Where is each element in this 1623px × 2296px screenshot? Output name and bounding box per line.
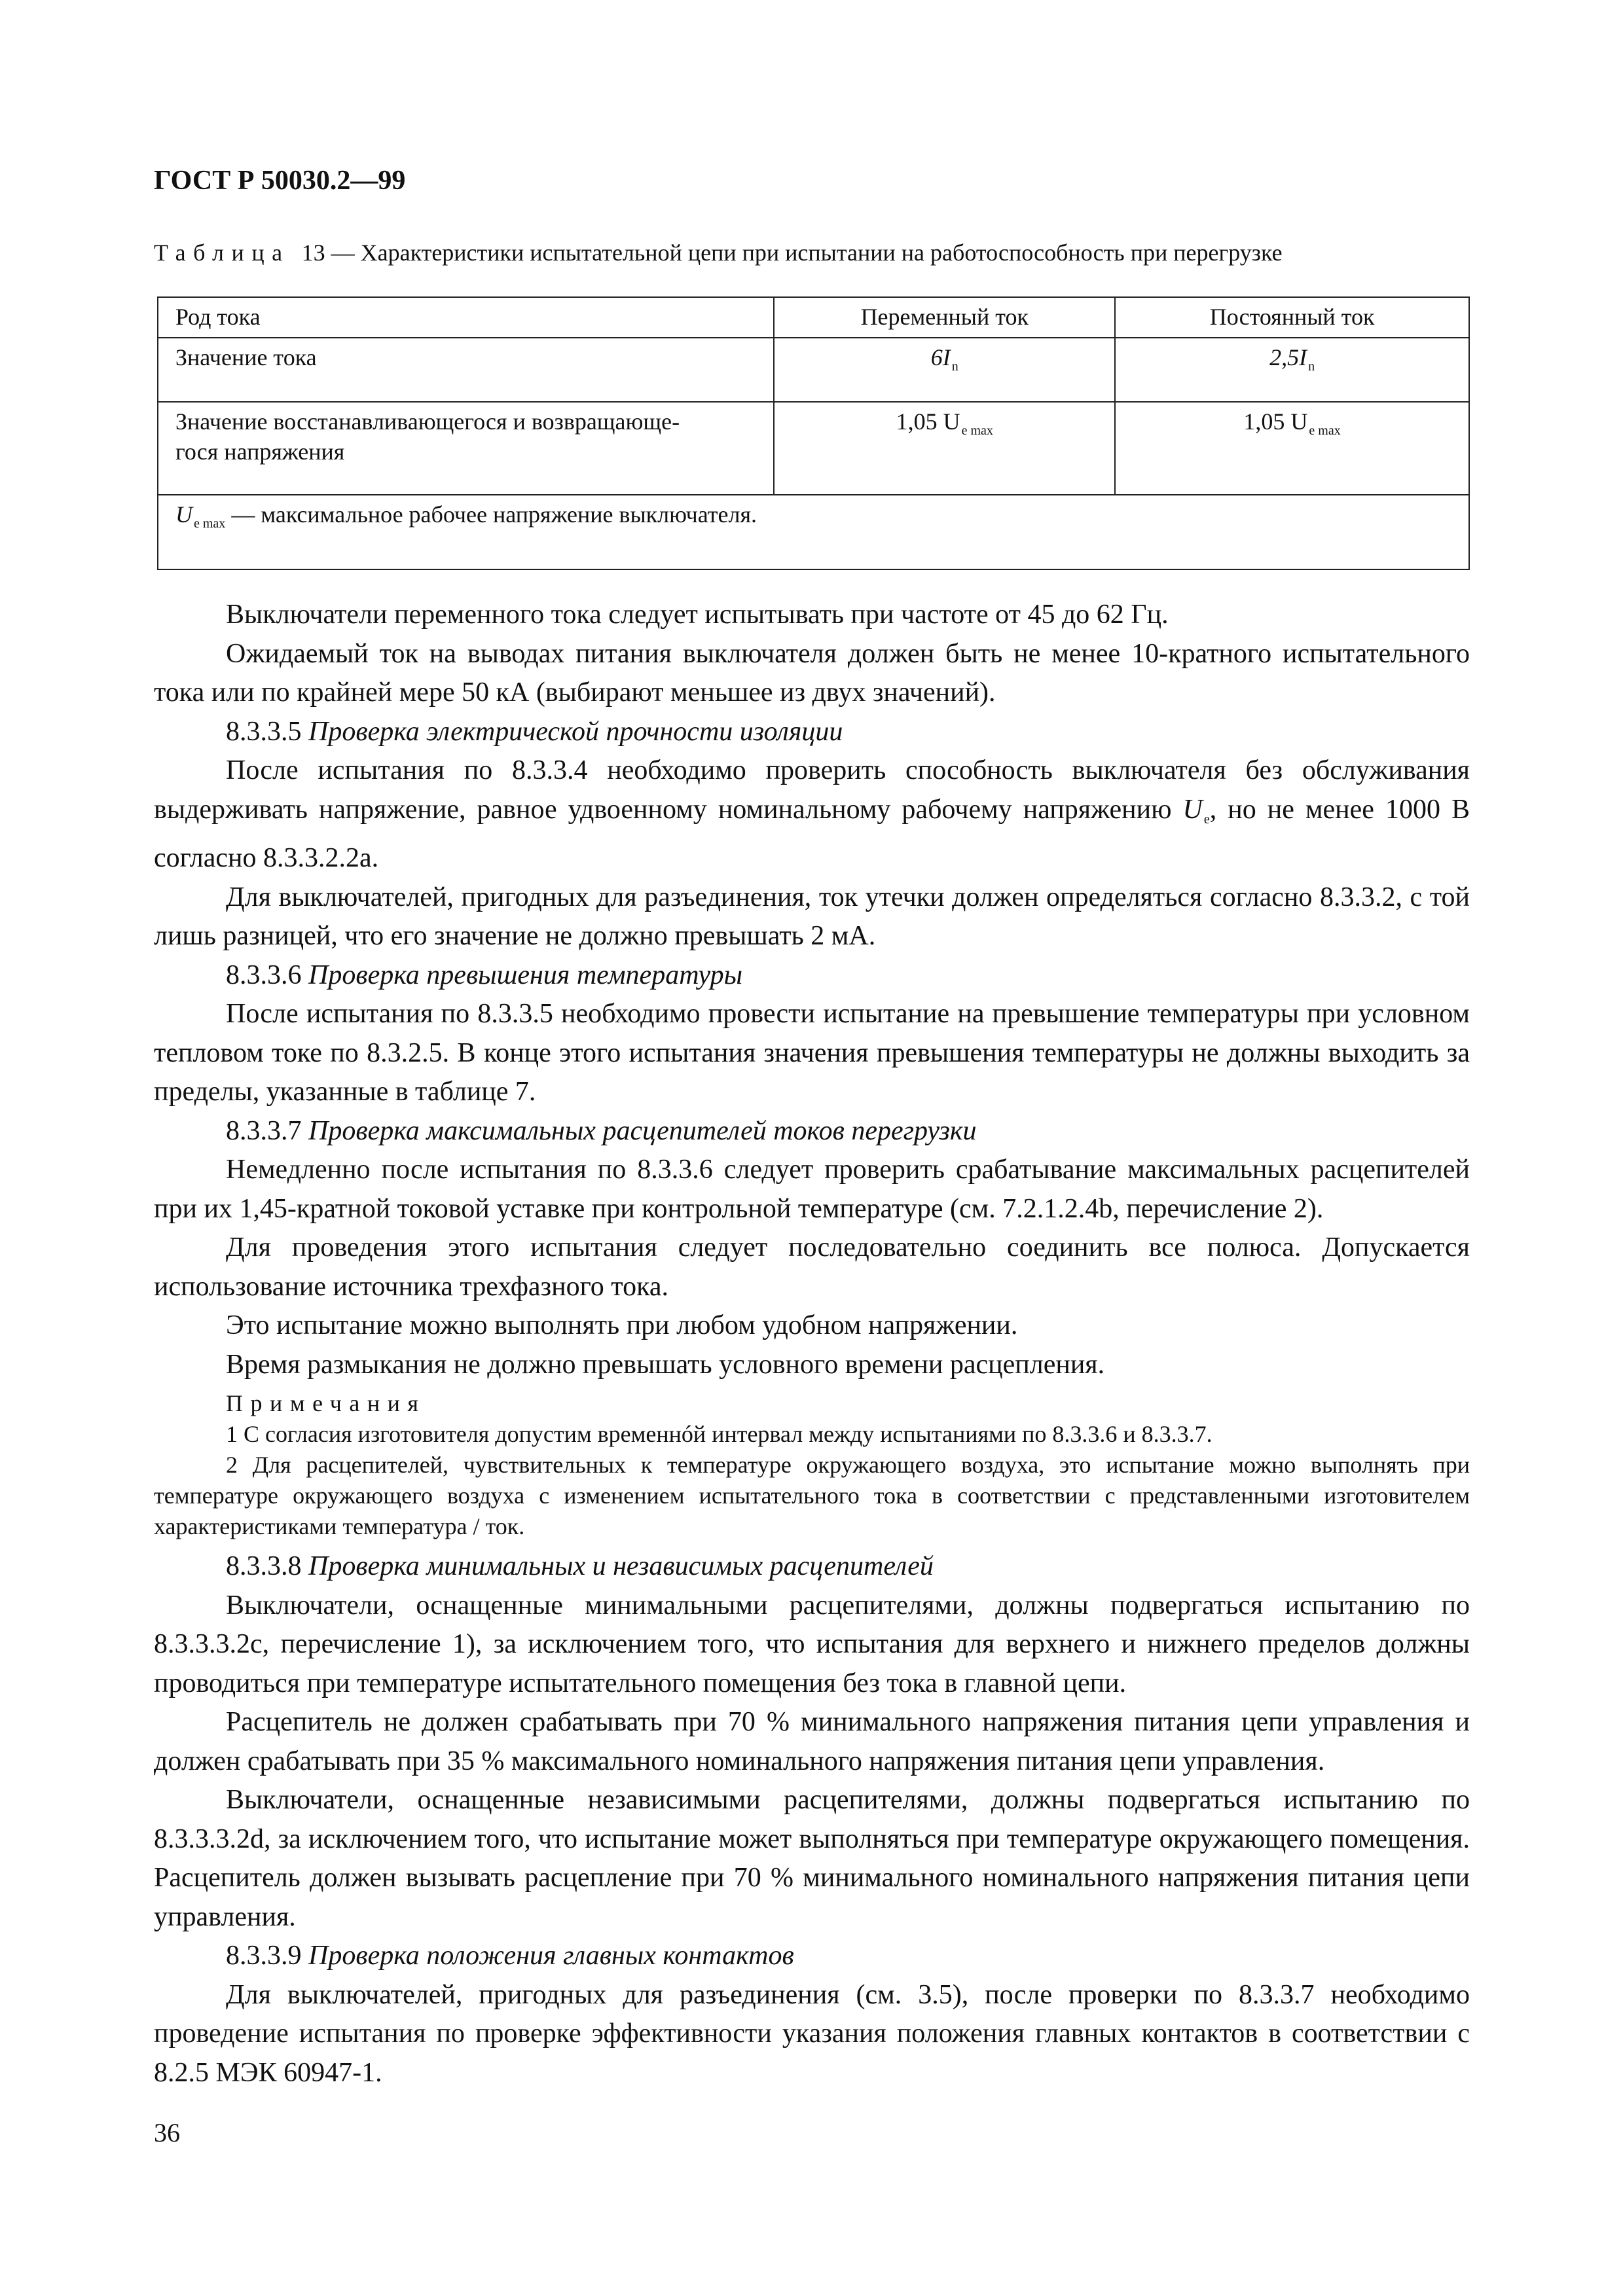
notes-block <box>154 1388 1470 1542</box>
body-text <box>154 596 1470 2092</box>
notes-heading: Примечания <box>226 1390 426 1416</box>
paragraph: Выключатели переменного тока следует испытывать при частоте от 45 до 62 Гц. <box>226 600 1169 630</box>
paragraph: Выключатели, оснащенные независимыми расцепителями, должны подвергаться испытанию по 8.3.3.3.2d, за исключением того, что испытание может выполняться при температуре окружающего помещения. Расцепитель должен вызывать расцепление при 70 % минимального номинального напряжения питания цепи управления. <box>154 1785 1470 1932</box>
paragraph: После испытания по 8.3.3.4 необходимо проверить способность выключателя без обслуживания выдерживать напряжение, равное удвоенному номинальному рабочему напряжению U $_e$, но не менее 1000 В согласно 8.3.3.2.2а. <box>154 755 1470 873</box>
ac-value: 1,05 U $_{e max}$ <box>774 402 1115 495</box>
table-row <box>158 402 1469 495</box>
row-label: Значение тока <box>158 338 774 402</box>
paragraph: Время размыкания не должно превышать условного времени расцепления. <box>226 1349 1105 1380</box>
table-footnote-row <box>158 495 1469 569</box>
characteristics-table <box>157 296 1470 570</box>
header-cell: Род тока <box>158 297 774 338</box>
paragraph: Ожидаемый ток на выводах питания выключателя должен быть не менее 10-кратного испытательного тока или по крайней мере 50 кА (выбирают меньшее из двух значений). <box>154 638 1470 708</box>
paragraph: Расцепитель не должен срабатывать при 70 % минимального напряжения питания цепи управления и должен срабатывать при 35 % максимального номинального напряжения питания цепи управления. <box>154 1707 1470 1776</box>
table-caption-text: 13 — Характеристики испытательной цепи при испытании на работоспособность при перегрузке <box>301 240 1283 266</box>
table-row <box>158 338 1469 402</box>
paragraph: Немедленно после испытания по 8.3.3.6 следует проверить срабатывание максимальных расцепителей при их 1,45-кратной токовой уставке при контрольной температуре (см. 7.2.1.2.4b, перечисление 2). <box>154 1155 1470 1224</box>
page-number: 36 <box>154 2118 180 2147</box>
document-header: ГОСТ Р 50030.2—99 <box>154 166 406 196</box>
table-caption <box>154 239 1470 266</box>
table-caption-label: Таблица <box>154 240 290 266</box>
paragraph: Это испытание можно выполнять при любом удобном напряжении. <box>226 1310 1018 1340</box>
row-label: Значение восстанавливающегося и возвращающе- гося напряжения <box>158 402 774 495</box>
paragraph: Для проведения этого испытания следует последовательно соединить все полюса. Допускается использование источника трехфазного тока. <box>154 1232 1470 1302</box>
section-heading-8-3-3-5: 8.3.3.5 Проверка электрической прочности изоляции <box>226 716 843 747</box>
paragraph: После испытания по 8.3.3.5 необходимо провести испытание на превышение температуры при условном тепловом токе по 8.3.2.5. В конце этого испытания значения превышения температуры не должны выходить за пределы, указанные в таблице 7. <box>154 999 1470 1107</box>
section-heading-8-3-3-7: 8.3.3.7 Проверка максимальных расцепителей токов перегрузки <box>226 1115 977 1146</box>
ac-value: 6I $_n$ <box>774 338 1115 402</box>
header-cell: Переменный ток <box>774 297 1115 338</box>
header-cell: Постоянный ток <box>1115 297 1469 338</box>
paragraph: Для выключателей, пригодных для разъединения (см. 3.5), после проверки по 8.3.3.7 необходимо проведение испытания по проверке эффективности указания положения главных контактов в соответствии с 8.2.5 МЭК 60947-1. <box>154 1979 1470 2088</box>
note-item: 2 Для расцепителей, чувствительных к температуре окружающего воздуха, это испытание можно выполнять при температуре окружающего воздуха с изменением испытательного тока в соответствии с представленными изготовителем характеристиками температура / ток. <box>154 1452 1470 1539</box>
table-footnote: U $_{e max}$ — максимальное рабочее напряжение выключателя. <box>158 495 1469 569</box>
section-heading-8-3-3-6: 8.3.3.6 Проверка превышения температуры <box>226 960 743 990</box>
dc-value: 1,05 U $_{e max}$ <box>1115 402 1469 495</box>
paragraph: Для выключателей, пригодных для разъединения, ток утечки должен определяться согласно 8.3.3.2, с той лишь разницей, что его значение не должно превышать 2 мА. <box>154 882 1470 951</box>
section-heading-8-3-3-8: 8.3.3.8 Проверка минимальных и независимых расцепителей <box>226 1551 934 1581</box>
dc-value: 2,5I $_n$ <box>1115 338 1469 402</box>
paragraph: Выключатели, оснащенные минимальными расцепителями, должны подвергаться испытанию по 8.3.3.3.2с, перечисление 1), за исключением того, что испытания для верхнего и нижнего пределов должны проводиться при температуре испытательного помещения без тока в главной цепи. <box>154 1590 1470 1698</box>
note-item: 1 С согласия изготовителя допустим временнóй интервал между испытаниями по 8.3.3.6 и 8.3.3.7. <box>226 1421 1213 1447</box>
section-heading-8-3-3-9: 8.3.3.9 Проверка положения главных контактов <box>226 1941 794 1971</box>
table-header-row <box>158 297 1469 338</box>
